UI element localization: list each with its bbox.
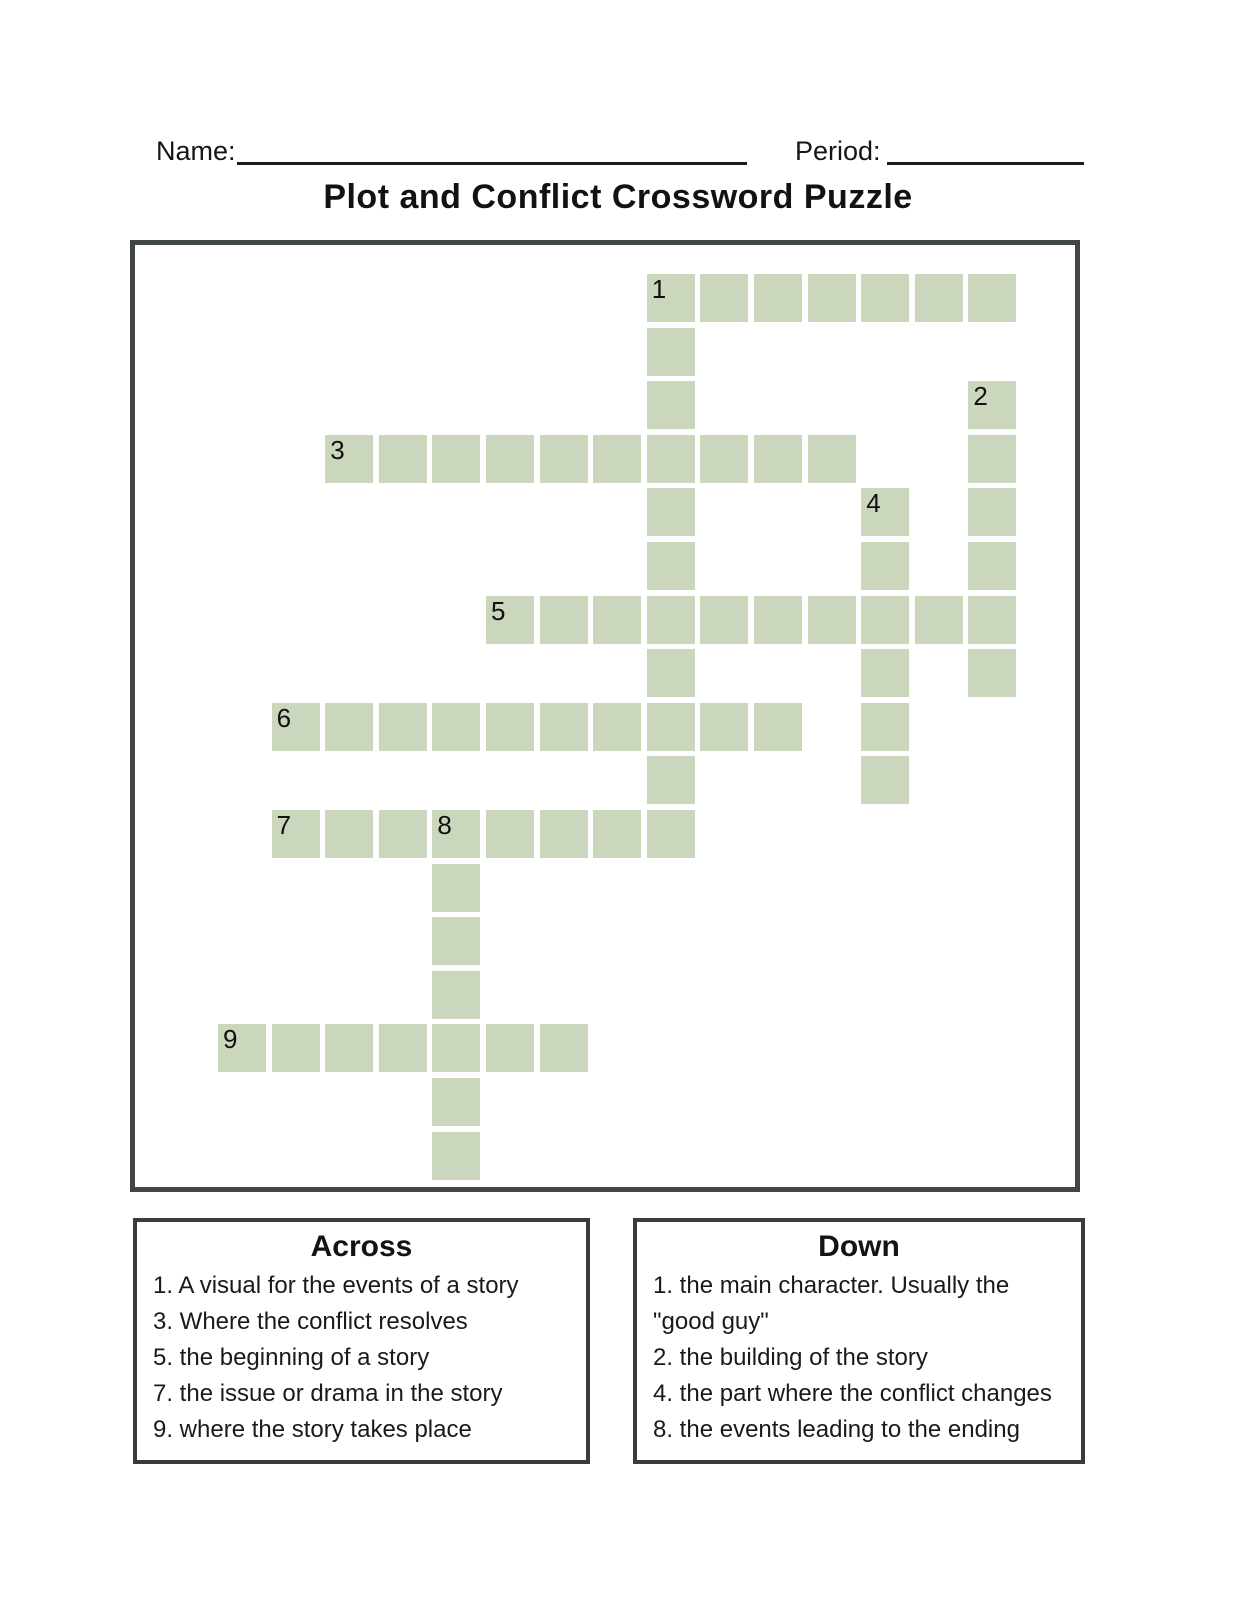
grid-cell[interactable]: [486, 1024, 534, 1072]
grid-cell[interactable]: [861, 542, 909, 590]
grid-cell[interactable]: [647, 703, 695, 751]
clue-number: 8: [437, 810, 452, 840]
grid-cell[interactable]: [861, 756, 909, 804]
grid-cell[interactable]: [647, 435, 695, 483]
grid-cell[interactable]: [968, 381, 1016, 429]
grid-cell[interactable]: [968, 596, 1016, 644]
grid-cell[interactable]: [968, 542, 1016, 590]
grid-cell[interactable]: [915, 596, 963, 644]
grid-cell[interactable]: [432, 1132, 480, 1180]
grid-cell[interactable]: [272, 810, 320, 858]
name-label: Name:: [156, 136, 236, 166]
clue-number: 4: [866, 488, 881, 519]
grid-cell[interactable]: [647, 649, 695, 697]
grid-cell[interactable]: [432, 810, 480, 858]
grid-cell[interactable]: [968, 488, 1016, 536]
across-clue-text: 3. Where the conflict resolves: [153, 1308, 468, 1335]
down-clue-text: 8. the events leading to the ending: [653, 1416, 1020, 1443]
clue-number: 6: [276, 702, 292, 733]
clue-number: 9: [223, 1024, 238, 1055]
down-clues-box: [633, 1218, 1085, 1464]
across-clues-box: [133, 1218, 590, 1464]
grid-cell[interactable]: [272, 703, 320, 751]
grid-cell[interactable]: [540, 435, 588, 483]
grid-cell[interactable]: [647, 274, 695, 322]
grid-cell[interactable]: [700, 274, 748, 322]
grid-cell[interactable]: [647, 488, 695, 536]
grid-cell[interactable]: [379, 810, 427, 858]
grid-cell[interactable]: [325, 435, 373, 483]
down-clue-text: 4. the part where the conflict changes: [653, 1380, 1052, 1407]
grid-cell[interactable]: [218, 1024, 266, 1072]
grid-cell[interactable]: [754, 274, 802, 322]
period-label: Period:: [795, 136, 881, 166]
grid-cell[interactable]: [432, 435, 480, 483]
across-clue-text: 5. the beginning of a story: [153, 1344, 430, 1371]
down-clue-text: 1. the main character. Usually the: [653, 1272, 1010, 1299]
grid-cell[interactable]: [754, 596, 802, 644]
grid-cell[interactable]: [968, 274, 1016, 322]
grid-cell[interactable]: [486, 703, 534, 751]
clue-number: 1: [651, 274, 667, 304]
grid-cell[interactable]: [379, 703, 427, 751]
grid-cell[interactable]: [968, 649, 1016, 697]
clue-number: 7: [276, 810, 292, 840]
clue-number: 3: [330, 434, 345, 465]
grid-cell[interactable]: [432, 971, 480, 1019]
grid-cell[interactable]: [379, 435, 427, 483]
grid-cell[interactable]: [486, 435, 534, 483]
grid-cell[interactable]: [486, 810, 534, 858]
grid-cell[interactable]: [540, 703, 588, 751]
down-clue-list: [637, 1268, 1081, 1448]
grid-cell[interactable]: [861, 649, 909, 697]
down-clue-text: "good guy": [653, 1308, 769, 1335]
grid-cell[interactable]: [325, 703, 373, 751]
grid-cell[interactable]: [754, 435, 802, 483]
grid-cell[interactable]: [486, 596, 534, 644]
across-clue-text: 1. A visual for the events of a story: [153, 1272, 519, 1299]
across-clue-list: [137, 1268, 586, 1448]
grid-cell[interactable]: [915, 274, 963, 322]
grid-cell[interactable]: [808, 274, 856, 322]
grid-cell[interactable]: [647, 756, 695, 804]
grid-cell[interactable]: [861, 703, 909, 751]
grid-cell[interactable]: [861, 274, 909, 322]
period-input-line[interactable]: [887, 162, 1084, 165]
across-clue-text: 9. where the story takes place: [153, 1416, 472, 1443]
grid-cell[interactable]: [325, 1024, 373, 1072]
across-title: Across: [310, 1230, 413, 1263]
grid-cell[interactable]: [700, 435, 748, 483]
grid-cell[interactable]: [593, 435, 641, 483]
grid-cell[interactable]: [647, 810, 695, 858]
grid-cell[interactable]: [432, 917, 480, 965]
clue-number: 2: [973, 381, 988, 412]
crossword-grid: [130, 240, 1080, 1192]
grid-cell[interactable]: [379, 1024, 427, 1072]
grid-cell[interactable]: [272, 1024, 320, 1072]
grid-cell[interactable]: [647, 381, 695, 429]
grid-cell[interactable]: [861, 596, 909, 644]
across-clue-text: 7. the issue or drama in the story: [153, 1380, 503, 1407]
grid-cell[interactable]: [593, 596, 641, 644]
down-title: Down: [818, 1230, 900, 1263]
grid-cell[interactable]: [540, 1024, 588, 1072]
grid-cell[interactable]: [593, 810, 641, 858]
down-clue-text: 2. the building of the story: [653, 1344, 928, 1371]
clue-number: 5: [491, 595, 506, 626]
grid-cell[interactable]: [432, 864, 480, 912]
grid-cell[interactable]: [325, 810, 373, 858]
grid-cell[interactable]: [540, 596, 588, 644]
grid-cell[interactable]: [540, 810, 588, 858]
grid-cell[interactable]: [432, 703, 480, 751]
name-input-line[interactable]: [237, 162, 747, 165]
grid-cell[interactable]: [808, 596, 856, 644]
grid-cell[interactable]: [647, 542, 695, 590]
grid-cell[interactable]: [647, 328, 695, 376]
grid-cell[interactable]: [593, 703, 641, 751]
grid-cell[interactable]: [754, 703, 802, 751]
grid-cell[interactable]: [700, 596, 748, 644]
grid-cell[interactable]: [968, 435, 1016, 483]
grid-cell[interactable]: [432, 1078, 480, 1126]
grid-cell[interactable]: [861, 488, 909, 536]
page-title: Plot and Conflict Crossword Puzzle: [323, 178, 913, 216]
grid-cell[interactable]: [647, 596, 695, 644]
grid-cell[interactable]: [700, 703, 748, 751]
grid-cell[interactable]: [432, 1024, 480, 1072]
grid-cell[interactable]: [808, 435, 856, 483]
